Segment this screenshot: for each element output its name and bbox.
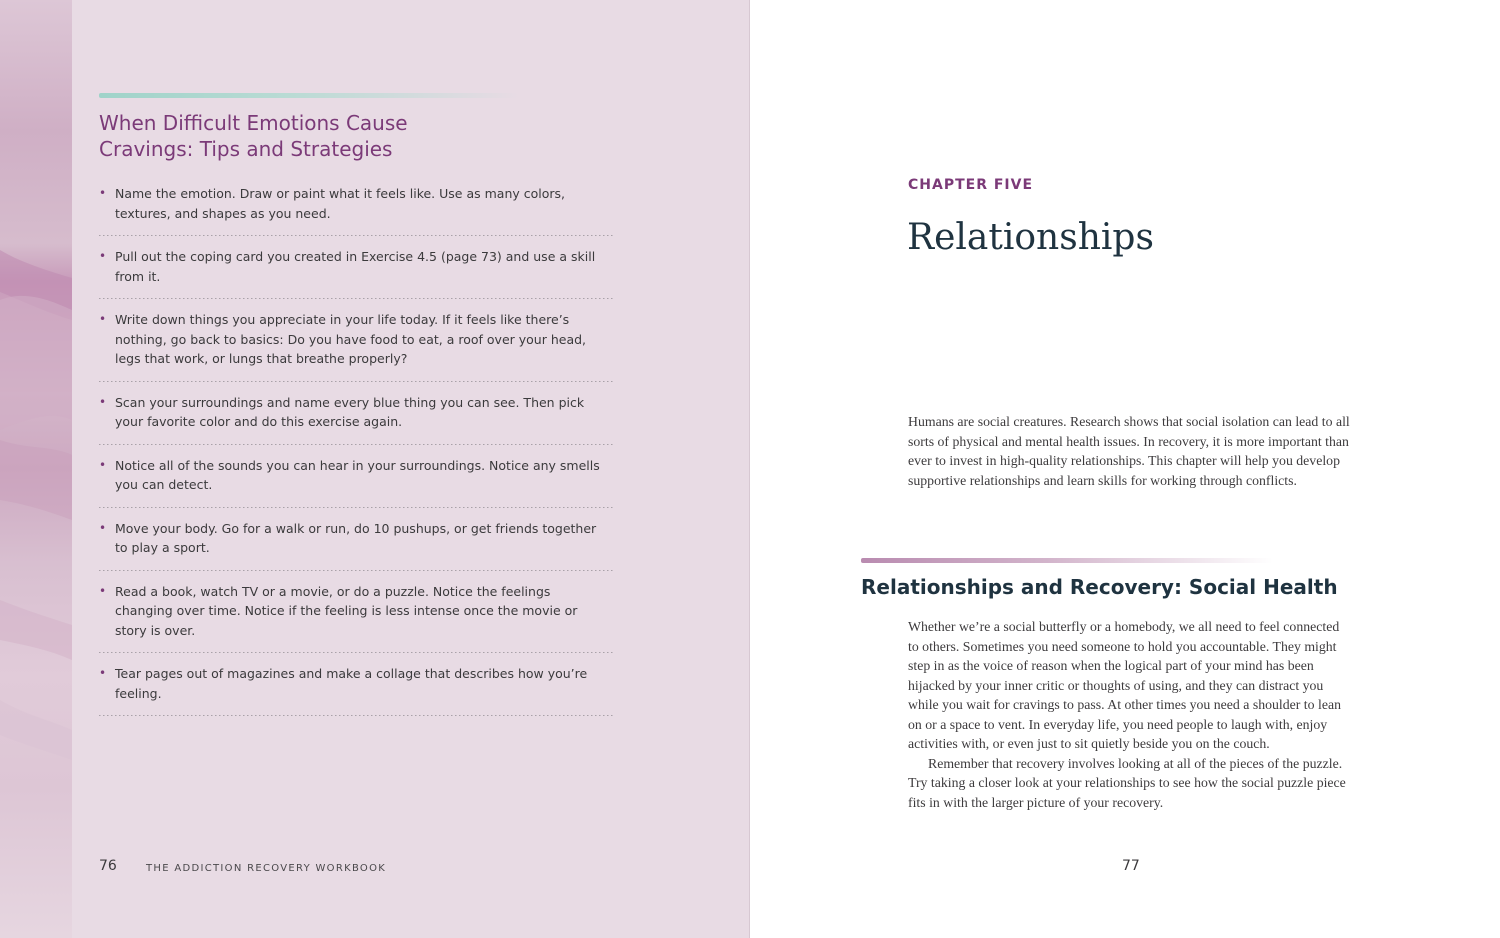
tip-item <box>99 393 615 445</box>
tip-item <box>99 519 615 571</box>
bullet-icon: • <box>99 394 107 409</box>
tip-text: Scan your surroundings and name every blue thing you can see. Then pick your favorite color and do this exercise again. <box>115 394 585 429</box>
section-title: Relationships and Recovery: Social Health <box>861 575 1338 599</box>
decorative-watercolor-strip <box>0 0 72 938</box>
tip-text: Move your body. Go for a walk or run, do 10 pushups, or get friends together to play a sport. <box>115 520 597 555</box>
bullet-icon: • <box>99 666 107 680</box>
tip-item <box>99 247 615 299</box>
section-body <box>908 617 1353 812</box>
bullet-icon: • <box>99 520 107 535</box>
running-head: THE ADDICTION RECOVERY WORKBOOK <box>146 863 387 874</box>
tip-item <box>99 582 615 654</box>
bullet-icon: • <box>99 457 107 472</box>
tip-text: Notice all of the sounds you can hear in your surroundings. Notice any smells you can detect. <box>115 457 600 492</box>
body-paragraph-2: Remember that recovery involves looking at all of the pieces of the puzzle. Try taking a closer look at your relationships to see how the social puzzle piece fits in with the larger picture of your recovery. <box>908 755 1346 810</box>
tip-text: Read a book, watch TV or a movie, or do a puzzle. Notice the feelings changing over time. Notice if the feeling is less intense once the movie or story is over. <box>115 583 578 638</box>
tip-item <box>99 310 615 382</box>
tip-text: Tear pages out of magazines and make a collage that describes how you’re feeling. <box>115 666 588 701</box>
section-accent-rule <box>861 558 1273 563</box>
chapter-intro: Humans are social creatures. Research shows that social isolation can lead to all sorts of physical and mental health issues. In recovery, it is more important than ever to invest in high-quality relationships. This chapter will help you develop supportive relationships and learn skills for working through conflicts. <box>908 414 1350 488</box>
right-page <box>750 0 1500 938</box>
tip-text: Write down things you appreciate in your life today. If it feels like there’s nothing, go back to basics: Do you have food to eat, a roof over your head, legs that work, or lungs that breathe properly? <box>115 312 587 366</box>
tip-item <box>99 456 615 508</box>
bullet-icon: • <box>99 312 107 326</box>
tip-text: Name the emotion. Draw or paint what it feels like. Use as many colors, textures, and shapes as you need. <box>115 186 565 221</box>
tip-text: Pull out the coping card you created in Exercise 4.5 (page 73) and use a skill from it. <box>115 249 596 284</box>
tip-item <box>99 664 615 716</box>
tips-list <box>99 184 615 716</box>
page-number-right: 77 <box>1122 858 1140 874</box>
bullet-icon: • <box>99 249 107 263</box>
sidebar-accent-rule <box>99 93 519 98</box>
bullet-icon: • <box>99 583 107 598</box>
watercolor-waves <box>0 0 72 938</box>
page-number-left: 76 <box>99 858 117 874</box>
sidebar-title-line-2: Cravings: Tips and Strategies <box>99 137 393 161</box>
sidebar-title <box>99 110 519 162</box>
chapter-label: CHAPTER FIVE <box>908 177 1034 193</box>
tip-item <box>99 184 615 236</box>
sidebar-title-line-1: When Difficult Emotions Cause <box>99 111 408 135</box>
bullet-icon: • <box>99 186 107 200</box>
chapter-title: Relationships <box>907 217 1154 258</box>
body-paragraph-1: Whether we’re a social butterfly or a homebody, we all need to feel connected to others. Sometimes you need someone to hold you accountable. They might step in as the voice of reason when the logical part of your mind has been hijacked by your inner critic or thoughts of using, and they can distract you while you wait for cravings to pass. At other times you need a shoulder to lean on or a space to vent. In everyday life, you need people to laugh with, enjoy activities with, or even just to sit quietly beside you on the couch. <box>908 619 1341 751</box>
